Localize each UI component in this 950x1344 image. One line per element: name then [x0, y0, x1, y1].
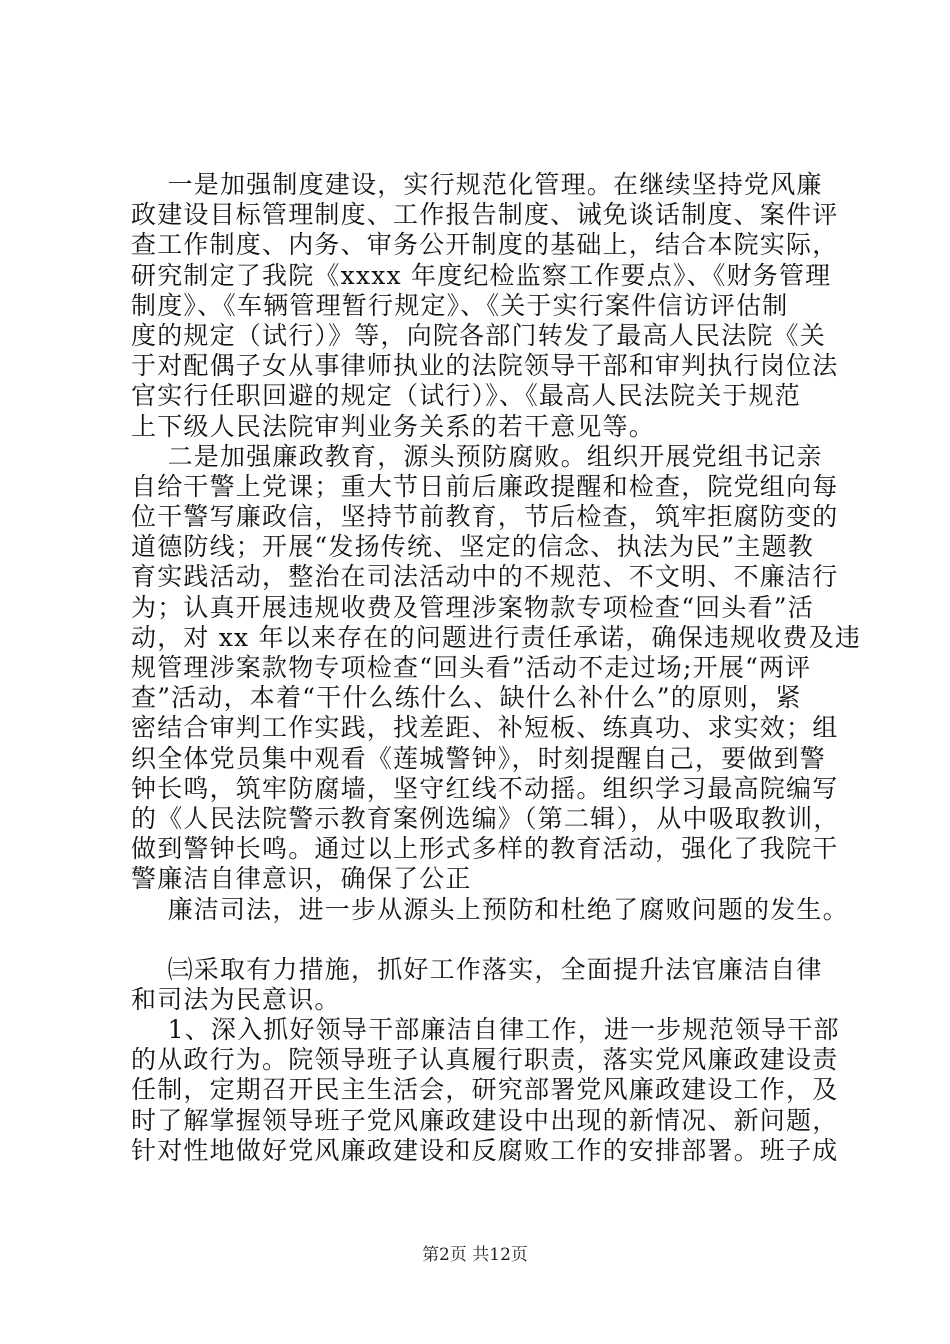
text-line: 上下级人民法院审判业务关系的若干意见等。: [131, 411, 656, 441]
text-line: 研究制定了我院《xxxx 年度纪检监察工作要点》、《财务管理: [131, 260, 832, 290]
text-line: 时了解掌握领导班子党风廉政建设中出现的新情况、新问题，: [131, 1105, 839, 1135]
text-line: 的《人民法院警示教育案例选编》（第二辑），从中吸取教训，: [131, 803, 840, 833]
text-line: 廉洁司法，进一步从源头上预防和杜绝了腐败问题的发生。: [131, 894, 849, 924]
text-line: 于对配偶子女从事律师执业的法院领导干部和审判执行岗位法: [131, 351, 839, 381]
paragraph-spacer: [131, 925, 841, 955]
text-line: 和司法为民意识。: [131, 984, 341, 1014]
text-line: 警廉洁自律意识，确保了公正: [131, 864, 472, 894]
paragraph-leadership-discipline: [131, 1015, 841, 1166]
text-line: 规管理涉案款物专项检查“回头看”活动不走过场;开展“两评: [131, 653, 812, 682]
text-line: 织全体党员集中观看《莲城警钟》，时刻提醒自己，要做到警: [131, 743, 826, 773]
text-line: 做到警钟长鸣。通过以上形式多样的教育活动，强化了我院干: [131, 834, 839, 864]
text-line: 任制，定期召开民主生活会，研究部署党风廉政建设工作，及: [131, 1075, 839, 1105]
text-line: 钟长鸣，筑牢防腐墙，坚守红线不动摇。组织学习最高院编写: [131, 773, 839, 803]
text-line: ㈢采取有力措施，抓好工作落实，全面提升法官廉洁自律: [131, 954, 823, 984]
text-line: 育实践活动，整治在司法活动中的不规范、不文明、不廉洁行: [131, 562, 839, 592]
text-line: 制度》、《车辆管理暂行规定》、《关于实行案件信访评估制: [131, 290, 789, 320]
text-line: 度的规定（试行）》等，向院各部门转发了最高人民法院《关: [131, 320, 826, 350]
text-line: 位干警写廉政信，坚持节前教育，节后检查，筑牢拒腐防变的: [131, 502, 839, 532]
text-line: 自给干警上党课；重大节日前后廉政提醒和检查，院党组向每: [131, 471, 839, 501]
text-line: 针对性地做好党风廉政建设和反腐败工作的安排部署。班子成: [131, 1135, 839, 1165]
text-line: 二是加强廉政教育，源头预防腐败。组织开展党组书记亲: [131, 441, 823, 471]
text-line: 查”活动，本着“干什么练什么、缺什么补什么”的原则，紧: [131, 683, 802, 713]
text-line: 道德防线；开展“发扬传统、坚定的信念、执法为民”主题教: [131, 532, 814, 562]
paragraph-integrity-education: [131, 441, 862, 925]
text-line: 密结合审判工作实践，找差距、补短板、练真功、求实效；组: [131, 713, 839, 743]
text-line: 动，对 xx 年以来存在的问题进行责任承诺，确保违规收费及违: [131, 622, 862, 652]
paragraph-institution-building: [131, 170, 841, 442]
text-line: 政建设目标管理制度、工作报告制度、诫免谈话制度、案件评: [131, 200, 839, 230]
paragraph-measures-heading: [131, 955, 841, 1015]
text-line: 一是加强制度建设，实行规范化管理。在继续坚持党风廉: [131, 170, 823, 199]
document-body: [131, 170, 862, 1166]
text-line: 为；认真开展违规收费及管理涉案物款专项检查“回头看”活: [131, 592, 814, 622]
text-line: 官实行任职回避的规定（试行）》、《最高人民法院关于规范: [131, 381, 801, 411]
text-line: 1、深入抓好领导干部廉洁自律工作，进一步规范领导干部: [131, 1015, 840, 1045]
text-line: 的从政行为。院领导班子认真履行职责，落实党风廉政建设责: [131, 1045, 839, 1075]
text-line: 查工作制度、内务、审务公开制度的基础上，结合本院实际，: [131, 230, 839, 260]
page-number: 第2页 共12页: [422, 1245, 528, 1265]
page-footer: [0, 1244, 950, 1266]
